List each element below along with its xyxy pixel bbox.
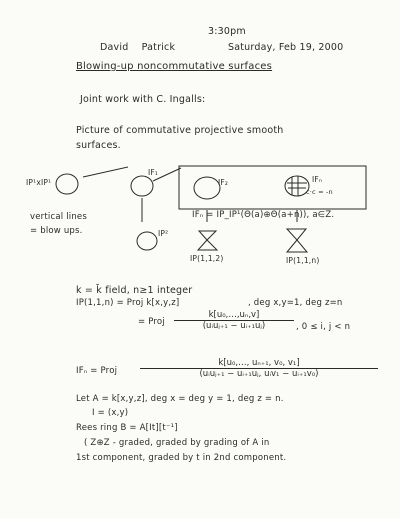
p11n-fraction-denominator: (uᵢuⱼ₊₁ − uᵢ₊₁uⱼ) xyxy=(174,320,294,331)
p11n-index-range: , 0 ≤ i, j < n xyxy=(296,322,351,332)
lecture-time: 3:30pm xyxy=(208,26,246,37)
field-line: k = k̄ field, n≥1 integer xyxy=(76,285,193,296)
picture-line-1: Picture of commutative projective smooth xyxy=(76,125,284,136)
joint-work-line: Joint work with C. Ingalls: xyxy=(80,94,206,105)
rees-ring-line: Rees ring B = A[It][t⁻¹] xyxy=(76,423,178,433)
label-p11n: IP(1,1,n) xyxy=(286,256,320,265)
lecture-title: Blowing-up noncommutative surfaces xyxy=(76,61,273,72)
p112-cone-sketch xyxy=(198,231,217,250)
fn-fraction-denominator: (uᵢuⱼ₊₁ − uᵢ₊₁uⱼ, uᵢv₁ − uᵢ₊₁v₀) xyxy=(140,368,378,379)
picture-line-2: surfaces. xyxy=(76,140,121,151)
label-fn: IFₙ xyxy=(312,175,323,184)
blowup-line-1 xyxy=(83,167,128,177)
fn-definition: IFₙ = IP_IP¹(Θ(a)⊕Θ(a+n)), a∈Z. xyxy=(192,210,335,220)
p11n-fraction xyxy=(174,310,294,331)
vertical-lines-note: vertical lines xyxy=(30,212,87,222)
fn-family-box xyxy=(179,166,366,209)
label-f1: IF₁ xyxy=(148,168,159,177)
fn-proj-lhs: IFₙ = Proj xyxy=(76,366,118,376)
p11n-fraction-numerator: k[u₀,…,uₙ,v] xyxy=(208,310,260,320)
speaker-name: David Patrick xyxy=(100,42,176,53)
label-p1xp1: IP¹xIP¹ xyxy=(26,178,52,187)
label-cc-n: c·c = -n xyxy=(306,188,333,196)
p11n-cone-sketch xyxy=(287,229,307,252)
ideal-line: I = (x,y) xyxy=(92,408,129,418)
f2-surface-sketch xyxy=(194,177,220,199)
let-a-line: Let A = k[x,y,z], deg x = deg y = 1, deg z = n. xyxy=(76,394,284,404)
graded-line-2: 1st component, graded by t in 2nd component. xyxy=(76,453,287,463)
fn-fraction-numerator: k[u₀,…, uₙ₊₁, v₀, v₁] xyxy=(218,358,300,368)
p2-surface-sketch xyxy=(137,232,157,250)
lecture-date: Saturday, Feb 19, 2000 xyxy=(228,42,344,53)
fn-fraction xyxy=(140,358,378,379)
p11n-degrees: , deg x,y=1, deg z=n xyxy=(248,298,343,308)
label-p2: IP² xyxy=(158,229,169,238)
p11n-proj-lhs: IP(1,1,n) = Proj k[x,y,z] xyxy=(76,298,180,308)
label-p112: IP(1,1,2) xyxy=(190,254,224,263)
f1-surface-sketch xyxy=(131,176,153,196)
blow-ups-note: = blow ups. xyxy=(30,226,83,236)
p1xp1-surface-sketch xyxy=(56,174,78,194)
p11n-proj-eq2: = Proj xyxy=(138,317,165,327)
label-f2: IF₂ xyxy=(218,178,229,187)
graded-line-1: ( Z⊕Z - graded, graded by grading of A in xyxy=(84,438,270,448)
